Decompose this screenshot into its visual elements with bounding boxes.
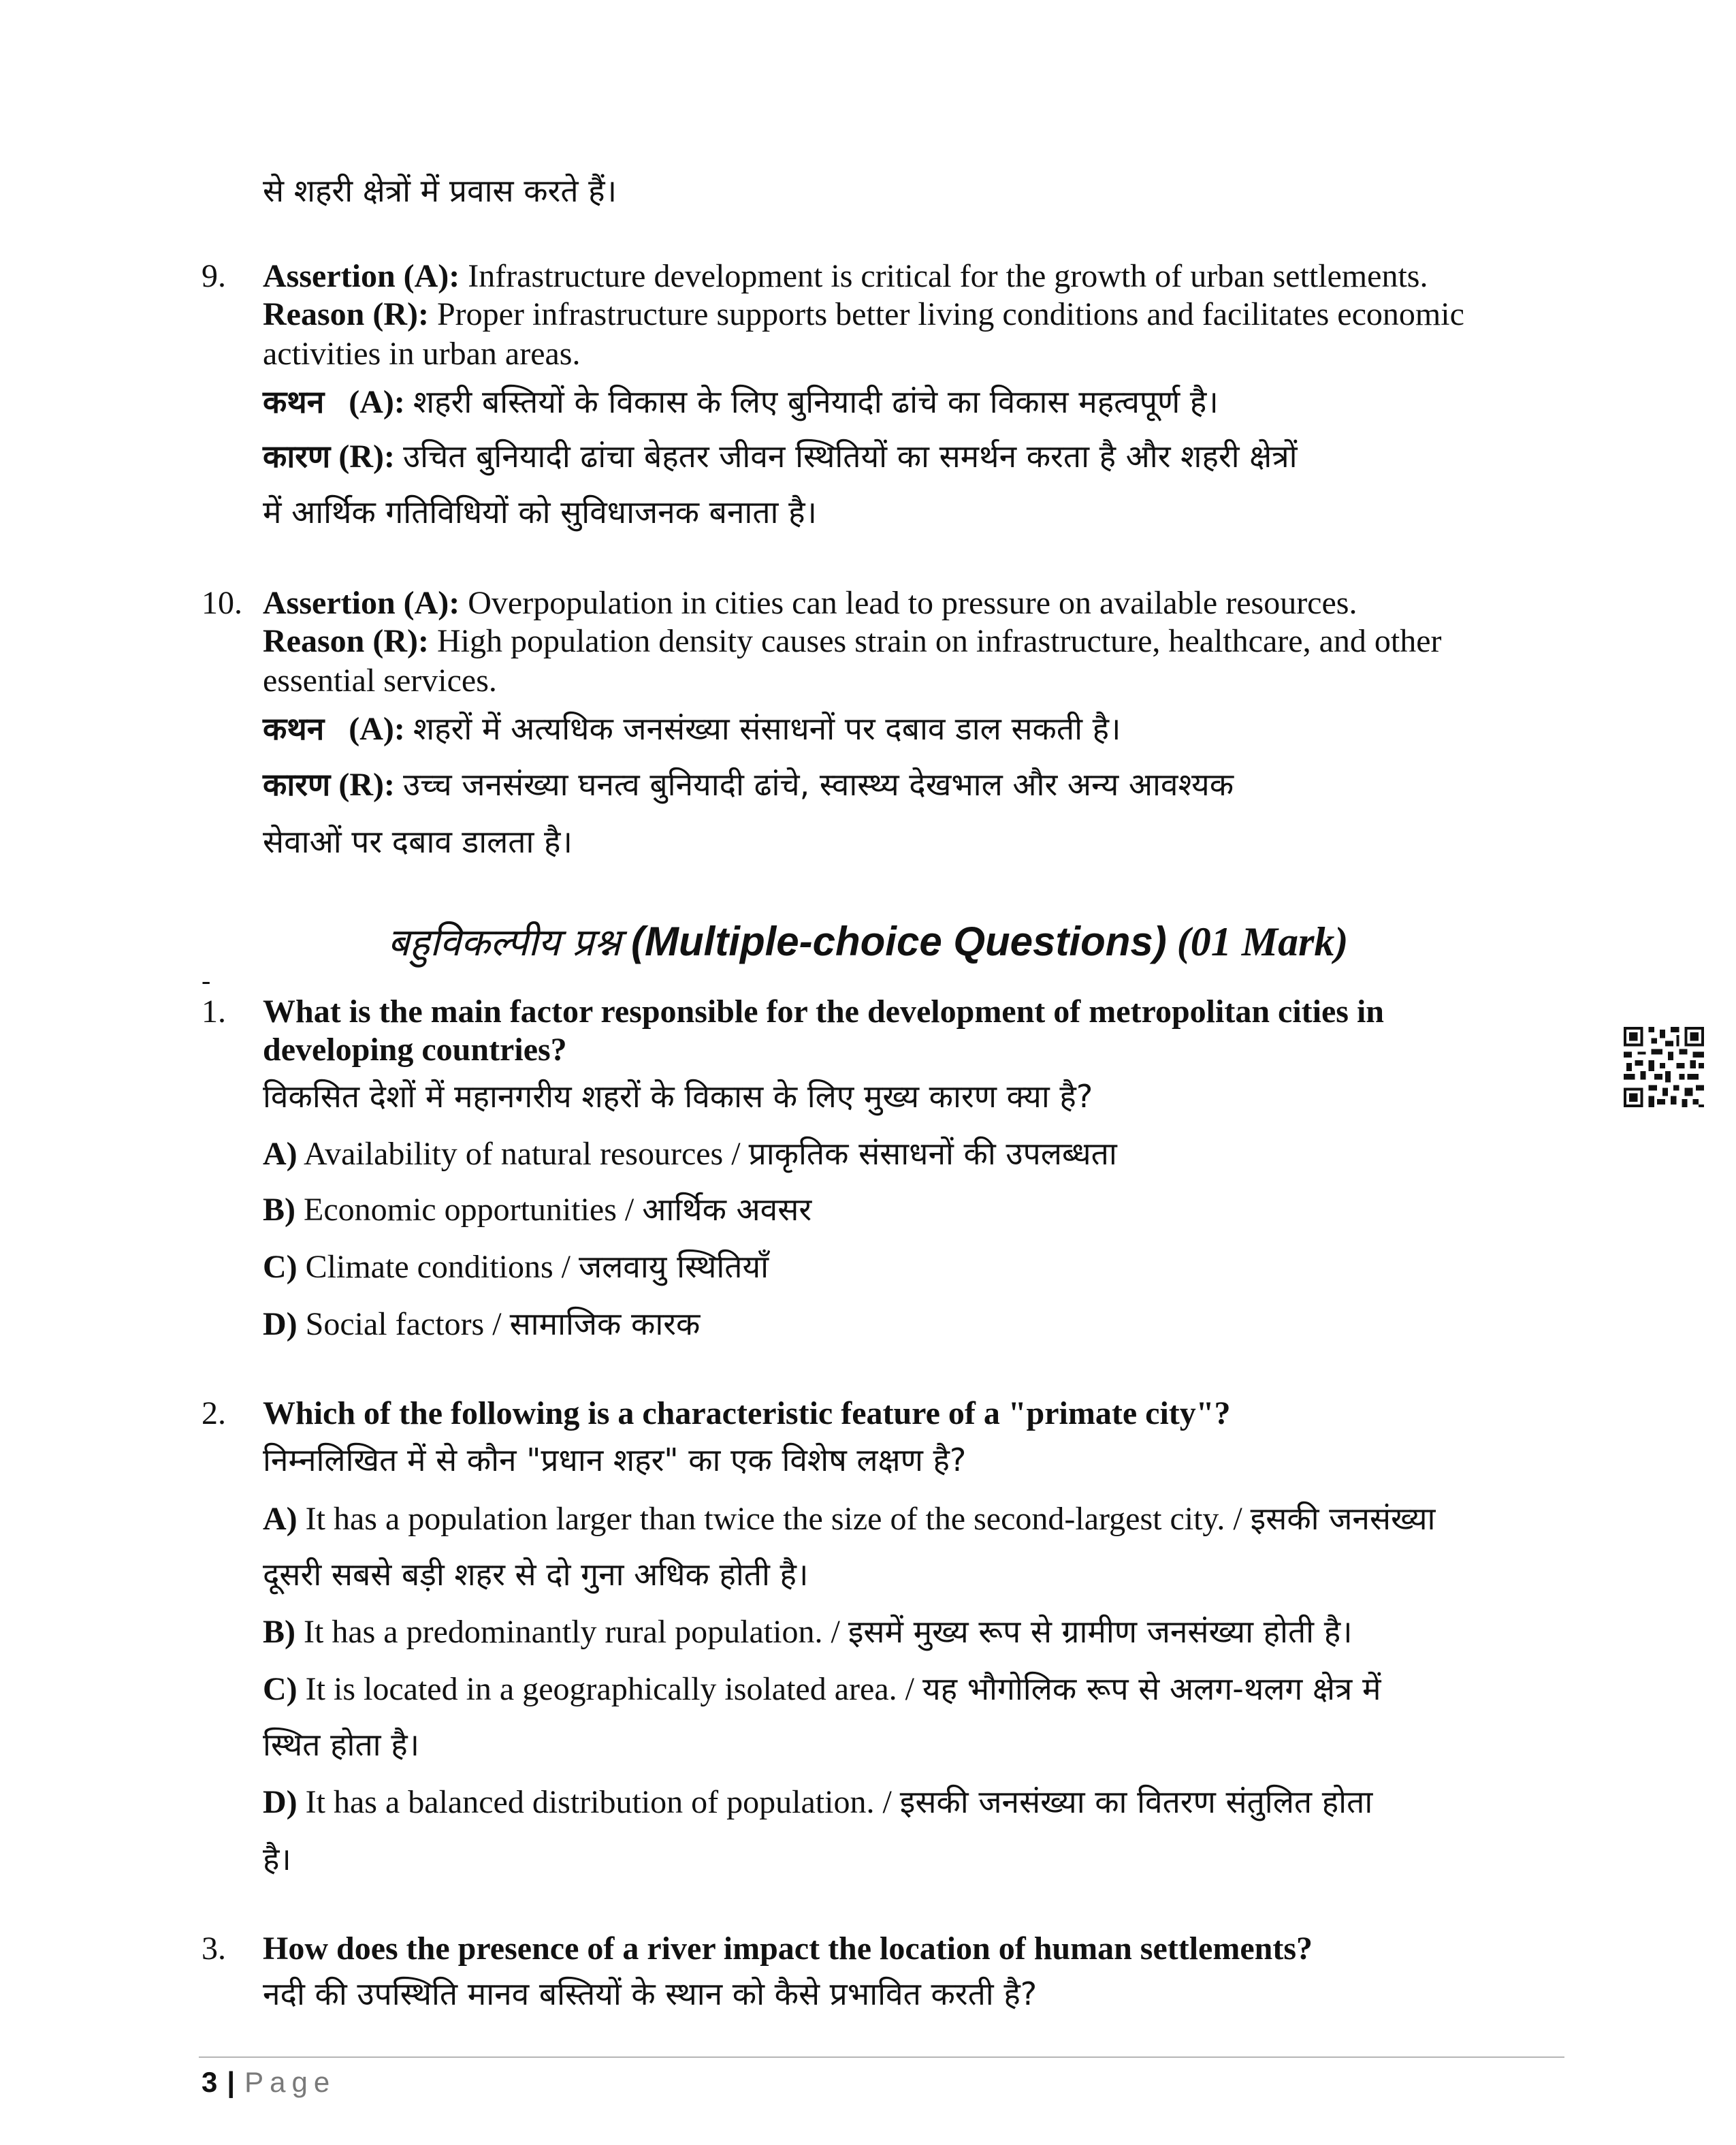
section-title-marks: (01 Mark) [1176,919,1349,964]
question-text: How does the presence of a river impact the location of human settlements? [263,1930,1313,1967]
hindi-assertion-line [263,381,1219,423]
assertion-label: Assertion (A): [263,585,460,621]
question-number: 2. [202,1395,226,1431]
hindi-assertion-line [263,708,1121,750]
option-text: Economic opportunities / [304,1192,634,1228]
option-label: D) [263,1306,298,1342]
page-footer [202,2063,336,2101]
option-text-hindi: इसमें मुख्य रूप से ग्रामीण जनसंख्या होती है। [848,1613,1353,1650]
reason-text-continued: essential services. [263,663,497,699]
option-label: B) [263,1614,295,1650]
option-label: C) [263,1249,298,1285]
hindi-reason-text-continued: में आर्थिक गतिविधियों को सुविधाजनक बनाता है। [263,494,817,530]
footer-separator: | [227,2066,236,2098]
option-text-hindi: सामाजिक कारक [509,1305,701,1342]
assertion-label: Assertion (A): [263,258,460,294]
hindi-reason-label: कारण [263,438,331,475]
hindi-assertion-text: शहरों में अत्यधिक जनसंख्या संसाधनों पर दबाव डाल सकती है। [413,710,1121,747]
qr-code-icon [1624,1027,1704,1107]
assertion-text: Infrastructure development is critical for the growth of urban settlements. [468,258,1428,294]
question-number: 10. [202,585,242,621]
section-heading [0,916,1736,969]
hindi-assertion-tag: (A): [349,711,405,747]
question-text-hindi: निम्नलिखित में से कौन "प्रधान शहर" का एक विशेष लक्षण है? [263,1442,967,1478]
assertion-line [263,256,1428,297]
stray-dash: - [202,965,211,996]
question-number: 9. [202,258,226,294]
hindi-reason-label: कारण [263,766,331,803]
question-text-hindi: नदी की उपस्थिति मानव बस्तियों के स्थान को कैसे प्रभावित करती है? [263,1975,1038,2012]
option-b [263,1611,1353,1653]
hindi-assertion-label: कथन [263,383,325,420]
option-d [263,1303,700,1345]
option-text: It is located in a geographically isolated area. / [305,1671,914,1707]
hindi-reason-tag: (R): [338,767,395,803]
page-label: Page [244,2066,336,2098]
hindi-reason-tag: (R): [338,439,395,475]
hindi-assertion-text: शहरी बस्तियों के विकास के लिए बुनियादी ढांचे का विकास महत्वपूर्ण है। [413,383,1219,420]
option-label: D) [263,1784,298,1820]
option-text-hindi: इसकी जनसंख्या [1250,1500,1436,1537]
option-c [263,1246,769,1288]
assertion-line [263,583,1357,624]
question-text: Which of the following is a characteristic feature of a "primate city"? [263,1395,1231,1431]
reason-line [263,621,1442,662]
hindi-reason-text: उचित बुनियादी ढांचा बेहतर जीवन स्थितियों का समर्थन करता है और शहरी क्षेत्रों [402,438,1298,475]
section-title-english: (Multiple-choice Questions) [631,919,1167,964]
option-d [263,1781,1372,1823]
option-text: Availability of natural resources / [304,1136,741,1172]
question-number: 3. [202,1930,226,1967]
footer-divider [199,2056,1564,2058]
option-text: It has a predominantly rural population. / [304,1614,840,1650]
option-text: Climate conditions / [305,1249,570,1285]
option-text: It has a population larger than twice the size of the second-largest city. / [305,1501,1242,1537]
option-label: C) [263,1671,298,1707]
hindi-reason-text: उच्च जनसंख्या घनत्व बुनियादी ढांचे, स्वास्थ्य देखभाल और अन्य आवश्यक [402,766,1234,803]
reason-text: High population density causes strain on infrastructure, healthcare, and other [436,623,1442,659]
reason-text-continued: activities in urban areas. [263,336,581,372]
option-a [263,1133,1117,1175]
option-a [263,1498,1435,1540]
option-text-hindi-continued: है। [263,1841,291,1877]
option-text-hindi-continued: स्थित होता है। [263,1726,420,1763]
assertion-text: Overpopulation in cities can lead to pressure on available resources. [468,585,1357,621]
section-title-hindi: बहुविकल्पीय प्रश्न [387,921,622,965]
reason-label: Reason (R): [263,623,429,659]
option-label: A) [263,1136,298,1172]
option-text: Social factors / [305,1306,502,1342]
option-text-hindi: यह भौगोलिक रूप से अलग-थलग क्षेत्र में [922,1670,1381,1707]
reason-text: Proper infrastructure supports better living conditions and facilitates economic [436,296,1464,332]
option-text-hindi: आर्थिक अवसर [642,1191,812,1228]
hindi-reason-line [263,764,1234,806]
reason-line [263,294,1464,335]
question-number: 1. [202,994,226,1030]
question-text-continued: developing countries? [263,1032,567,1068]
option-text-hindi-continued: दूसरी सबसे बड़ी शहर से दो गुना अधिक होती है। [263,1556,809,1593]
hindi-reason-text-continued: सेवाओं पर दबाव डालता है। [263,823,573,860]
hindi-reason-line [263,436,1298,477]
page-number: 3 [202,2066,218,2098]
option-text-hindi: प्राकृतिक संसाधनों की उपलब्धता [748,1135,1117,1172]
option-text: It has a balanced distribution of population. / [305,1784,892,1820]
option-text-hindi: जलवायु स्थितियाँ [578,1248,769,1285]
option-c [263,1668,1381,1710]
continuation-text: से शहरी क्षेत्रों में प्रवास करते हैं। [263,172,617,209]
option-label: A) [263,1501,298,1537]
question-text: What is the main factor responsible for the development of metropolitan cities in [263,994,1384,1030]
option-b [263,1189,811,1230]
hindi-assertion-tag: (A): [349,384,405,420]
reason-label: Reason (R): [263,296,429,332]
option-text-hindi: इसकी जनसंख्या का वितरण संतुलित होता [899,1783,1373,1820]
question-text-hindi: विकसित देशों में महानगरीय शहरों के विकास के लिए मुख्य कारण क्या है? [263,1078,1093,1115]
option-label: B) [263,1192,295,1228]
hindi-assertion-label: कथन [263,710,325,747]
